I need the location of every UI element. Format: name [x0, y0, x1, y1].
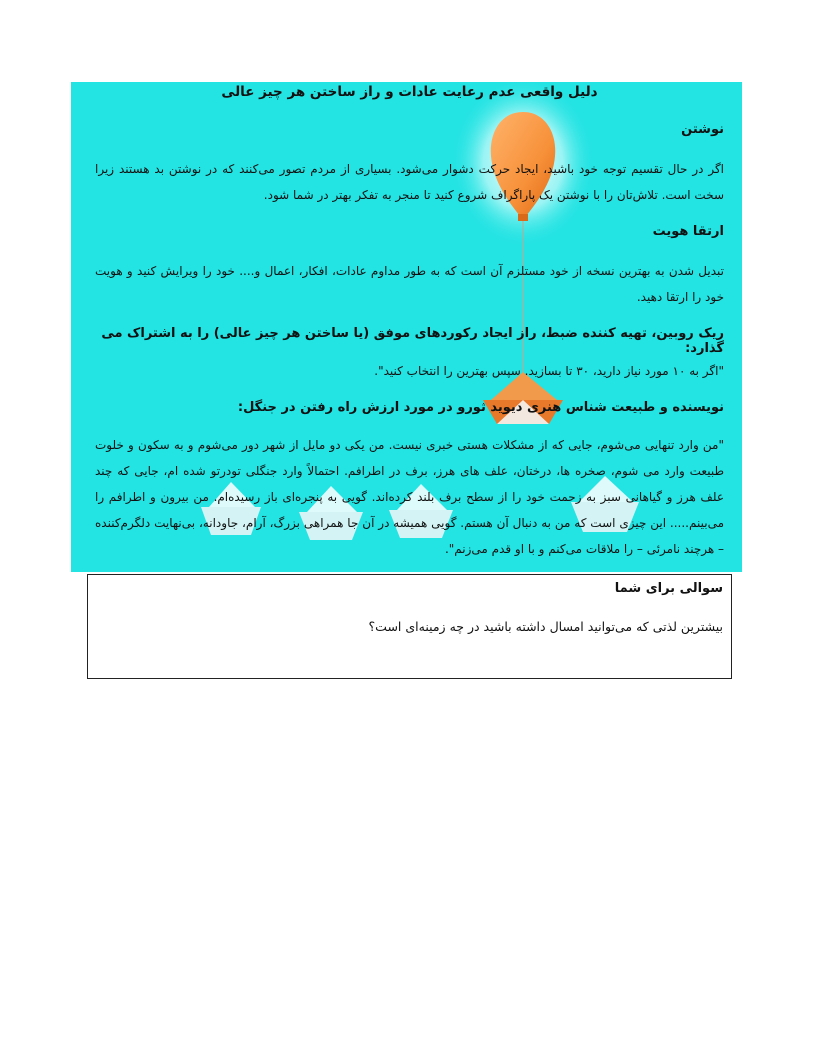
article-title: دلیل واقعی عدم رعایت عادات و راز ساختن هر چیز عالی — [221, 84, 598, 100]
section-text-identity: تبدیل شدن به بهترین نسخه از خود مستلزم آن است که به طور مداوم عادات، افکار، اعمال و.... خود را ویرایش کنید و هویت خود را ارتقا دهید. — [95, 264, 724, 304]
question-box — [87, 574, 732, 679]
question-box-title: سوالی برای شما — [614, 581, 723, 596]
article-panel — [71, 82, 742, 572]
section-heading-writing: نوشتن — [681, 122, 724, 137]
section-quote-rick-rubin: "اگر به ۱۰ مورد نیاز دارید، ۳۰ تا بسازید. سپس بهترین را انتخاب کنید". — [374, 364, 724, 378]
section-heading-identity: ارتقا هویت — [652, 224, 724, 239]
question-box-question: بیشترین لذتی که می‌توانید امسال داشته باشید در چه زمینه‌ای است؟ — [368, 619, 723, 634]
section-quote-thoreau: "من وارد تنهایی می‌شوم، جایی که از مشکلات هستی خبری نیست. من یکی دو مایل از شهر دور می‌شوم و به سکون و خلوت طبیعت وارد می شوم، صخره ها، درختان، علف های هرز، برف در اطرافم. احتمالاً وارد جنگلی تودرتو شده ام، جایی که چند علف هرز و گیاهانی سبز به زحمت خود را از سطح برف بلند کرده‌اند. گویی به پنجره‌ای باز رسیده‌ام. من بیرون و اطرافم را می‌بینم..... این چیزی است که من به دنبال آن هستم. گویی همیشه در آن جا همراهی بزرگ، آرام، جاودانه، بی‌نهایت دلگرم‌کننده – هرچند نامرئی – را ملاقات می‌کنم و با او قدم می‌زنم". — [95, 438, 724, 556]
section-heading-thoreau: نویسنده و طبیعت شناس هنری دیوید ثورو در مورد ارزش راه رفتن در جنگل: — [237, 400, 724, 415]
section-heading-rick-rubin: ریک روبین، تهیه کننده ضبط، راز ایجاد رکوردهای موفق (یا ساختن هر چیز عالی) را به اشتراک می گذارد: — [101, 326, 724, 356]
section-text-writing: اگر در حال تقسیم توجه خود باشید، ایجاد حرکت دشوار می‌شود. بسیاری از مردم تصور می‌کنند که در نوشتن بد هستند زیرا سخت است. تلاش‌تان را با نوشتن یک پاراگراف شروع کنید تا منجر به تفکر بهتر در شما شود. — [95, 162, 724, 202]
